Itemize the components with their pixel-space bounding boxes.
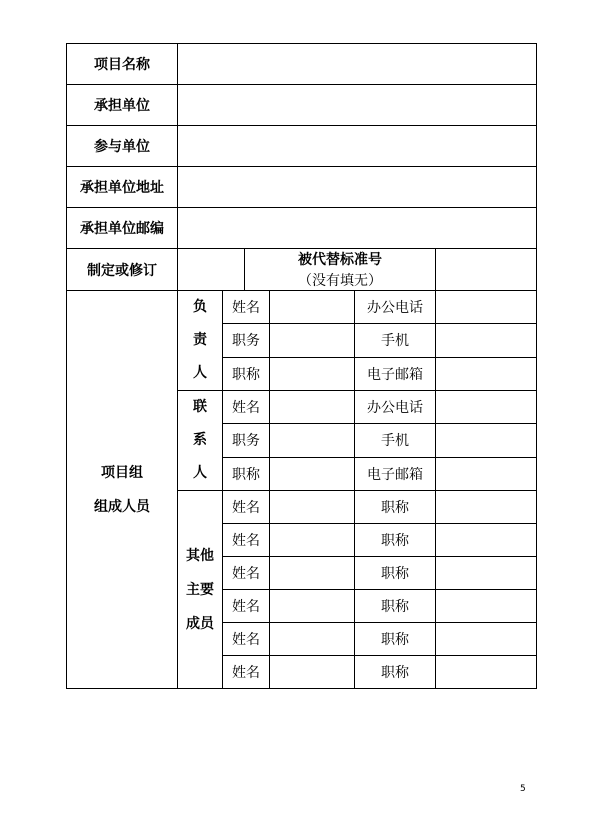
contact-input-mobile[interactable] bbox=[436, 424, 537, 457]
label-revision: 制定或修订 bbox=[67, 249, 178, 291]
member-field-title: 职称 bbox=[355, 623, 436, 656]
label-participating-unit: 参与单位 bbox=[67, 126, 178, 167]
member-input-name[interactable] bbox=[270, 524, 355, 557]
member-field-name: 姓名 bbox=[223, 656, 270, 689]
contact-field-name: 姓名 bbox=[223, 391, 270, 424]
field-lead-unit[interactable] bbox=[178, 85, 537, 126]
row-project-name bbox=[67, 44, 537, 85]
label-contact bbox=[178, 391, 223, 491]
others-line-1: 其他 bbox=[186, 547, 214, 564]
leader-char-3: 人 bbox=[193, 365, 207, 381]
page-number: 5 bbox=[520, 784, 526, 794]
table-row bbox=[67, 291, 537, 324]
leader-field-name: 姓名 bbox=[223, 291, 270, 324]
contact-input-title[interactable] bbox=[270, 457, 355, 490]
member-input-name[interactable] bbox=[270, 590, 355, 623]
others-line-2: 主要 bbox=[186, 581, 214, 598]
label-replaced-standard bbox=[245, 249, 436, 291]
row-lead-unit-address bbox=[67, 167, 537, 208]
field-participating-unit[interactable] bbox=[178, 126, 537, 167]
contact-char-3: 人 bbox=[193, 465, 207, 481]
leader-input-title[interactable] bbox=[270, 357, 355, 390]
member-field-title: 职称 bbox=[355, 590, 436, 623]
label-lead-unit-address: 承担单位地址 bbox=[67, 167, 178, 208]
team-label-line2: 组成人员 bbox=[94, 498, 150, 515]
field-lead-unit-postcode[interactable] bbox=[178, 208, 537, 249]
member-input-name[interactable] bbox=[270, 623, 355, 656]
member-field-name: 姓名 bbox=[223, 557, 270, 590]
field-replaced-standard[interactable] bbox=[436, 249, 537, 291]
leader-field-mobile: 手机 bbox=[355, 324, 436, 357]
row-lead-unit bbox=[67, 85, 537, 126]
field-revision-type[interactable] bbox=[178, 249, 245, 291]
team-label-line1: 项目组 bbox=[101, 464, 143, 481]
leader-input-mobile[interactable] bbox=[436, 324, 537, 357]
replaced-standard-note: （没有填无） bbox=[298, 273, 382, 289]
leader-field-email: 电子邮箱 bbox=[355, 357, 436, 390]
contact-field-position: 职务 bbox=[223, 424, 270, 457]
contact-field-mobile: 手机 bbox=[355, 424, 436, 457]
leader-char-2: 责 bbox=[193, 332, 207, 348]
label-leader bbox=[178, 291, 223, 391]
member-field-title: 职称 bbox=[355, 491, 436, 524]
leader-field-position: 职务 bbox=[223, 324, 270, 357]
label-lead-unit: 承担单位 bbox=[67, 85, 178, 126]
row-participating-unit bbox=[67, 126, 537, 167]
leader-field-title: 职称 bbox=[223, 357, 270, 390]
label-other-members bbox=[178, 491, 223, 689]
row-lead-unit-postcode bbox=[67, 208, 537, 249]
contact-field-email: 电子邮箱 bbox=[355, 457, 436, 490]
contact-char-1: 联 bbox=[193, 399, 207, 415]
others-line-3: 成员 bbox=[186, 615, 214, 632]
leader-input-email[interactable] bbox=[436, 357, 537, 390]
label-lead-unit-postcode: 承担单位邮编 bbox=[67, 208, 178, 249]
contact-field-title: 职称 bbox=[223, 457, 270, 490]
member-field-name: 姓名 bbox=[223, 491, 270, 524]
member-input-title[interactable] bbox=[436, 656, 537, 689]
member-field-title: 职称 bbox=[355, 557, 436, 590]
leader-input-name[interactable] bbox=[270, 291, 355, 324]
field-lead-unit-address[interactable] bbox=[178, 167, 537, 208]
member-input-title[interactable] bbox=[436, 590, 537, 623]
row-revision bbox=[67, 249, 537, 291]
contact-input-name[interactable] bbox=[270, 391, 355, 424]
leader-char-1: 负 bbox=[193, 299, 207, 315]
leader-field-office-phone: 办公电话 bbox=[355, 291, 436, 324]
contact-field-office-phone: 办公电话 bbox=[355, 391, 436, 424]
member-input-name[interactable] bbox=[270, 656, 355, 689]
member-input-name[interactable] bbox=[270, 557, 355, 590]
member-input-title[interactable] bbox=[436, 623, 537, 656]
leader-input-position[interactable] bbox=[270, 324, 355, 357]
replaced-standard-title: 被代替标准号 bbox=[298, 252, 382, 268]
member-input-title[interactable] bbox=[436, 557, 537, 590]
leader-input-office-phone[interactable] bbox=[436, 291, 537, 324]
contact-input-office-phone[interactable] bbox=[436, 391, 537, 424]
member-input-title[interactable] bbox=[436, 491, 537, 524]
project-info-form bbox=[66, 43, 537, 689]
member-input-title[interactable] bbox=[436, 524, 537, 557]
contact-input-position[interactable] bbox=[270, 424, 355, 457]
contact-char-2: 系 bbox=[193, 432, 207, 448]
member-field-name: 姓名 bbox=[223, 590, 270, 623]
label-team bbox=[67, 291, 178, 689]
member-field-title: 职称 bbox=[355, 656, 436, 689]
field-project-name[interactable] bbox=[178, 44, 537, 85]
member-field-name: 姓名 bbox=[223, 524, 270, 557]
member-input-name[interactable] bbox=[270, 491, 355, 524]
label-project-name: 项目名称 bbox=[67, 44, 178, 85]
member-field-name: 姓名 bbox=[223, 623, 270, 656]
contact-input-email[interactable] bbox=[436, 457, 537, 490]
member-field-title: 职称 bbox=[355, 524, 436, 557]
